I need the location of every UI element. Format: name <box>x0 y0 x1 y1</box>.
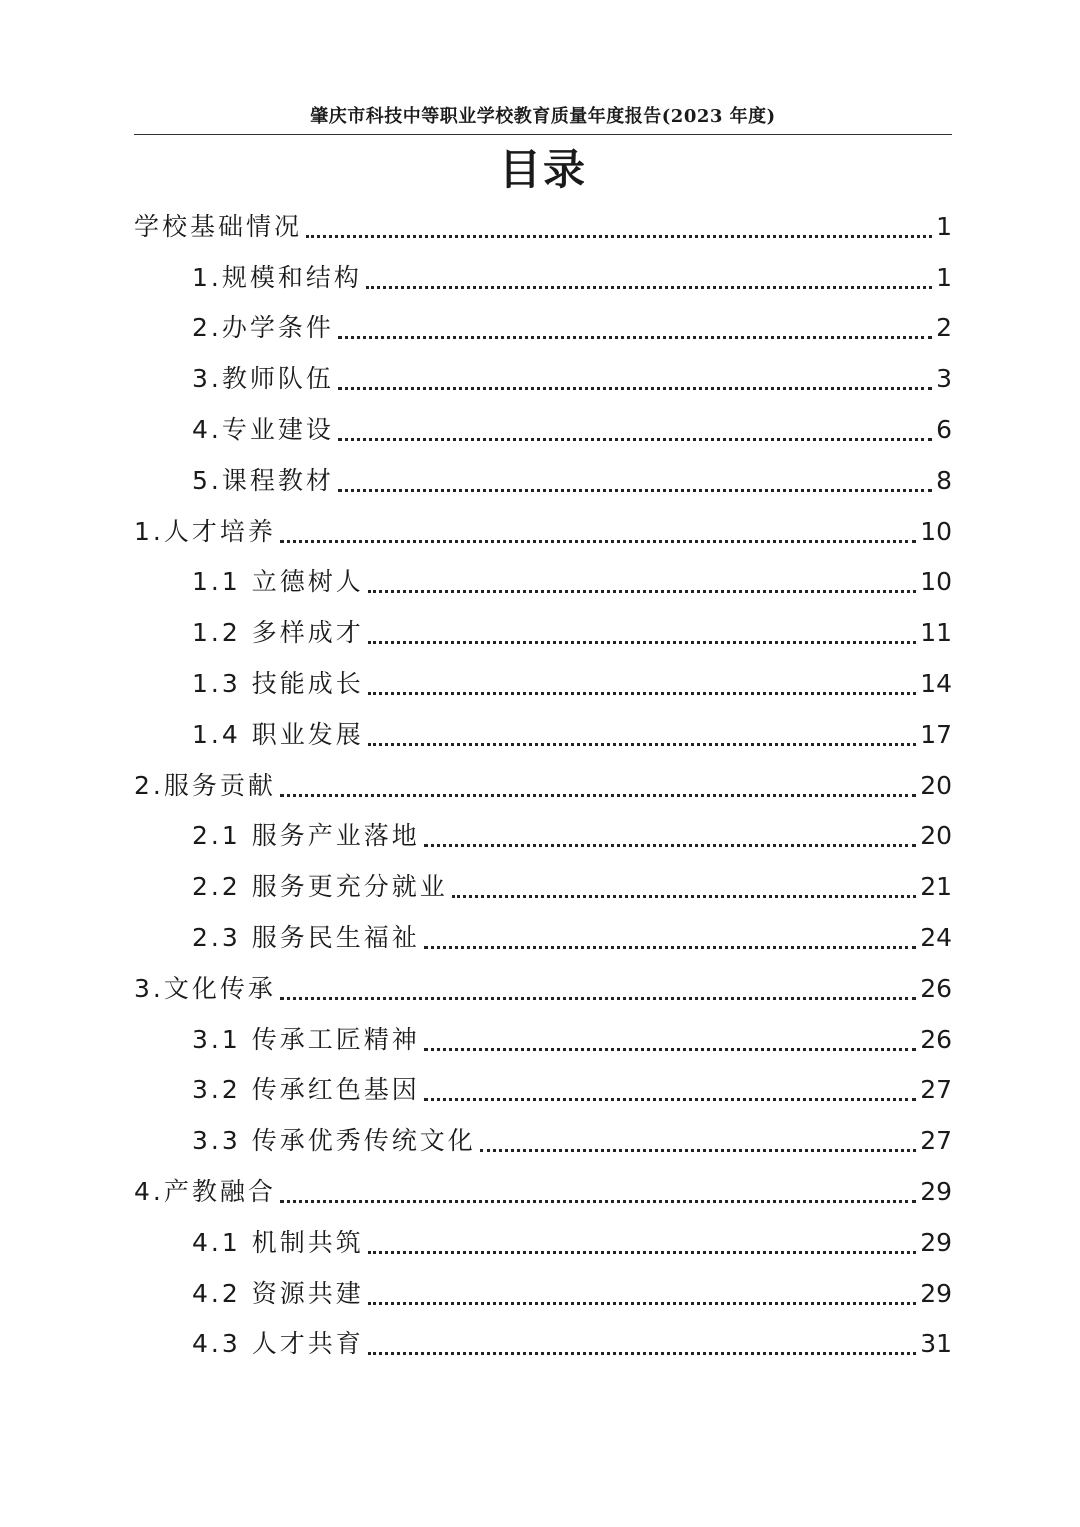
toc-dot-leader <box>368 1302 916 1305</box>
toc-entry-label: 1.人才培养 <box>134 516 276 546</box>
toc-dot-leader <box>338 387 932 390</box>
toc-entry-page: 29 <box>920 1176 952 1206</box>
toc-entry-label: 4.专业建设 <box>192 414 334 444</box>
toc-entry-page: 6 <box>936 414 952 444</box>
toc-entry-label: 3.2 传承红色基因 <box>192 1075 420 1105</box>
toc-dot-leader <box>424 946 916 949</box>
toc-entry-label: 3.1 传承工匠精神 <box>192 1024 420 1054</box>
toc-entry[interactable] <box>134 403 952 454</box>
page-title: 目录 <box>498 145 587 194</box>
toc-entry[interactable] <box>134 911 952 962</box>
toc-dot-leader <box>306 235 932 238</box>
toc-dot-leader <box>280 540 916 543</box>
toc-dot-leader <box>368 1352 916 1355</box>
toc-entry-label: 2.3 服务民生福祉 <box>192 922 420 952</box>
toc-entry[interactable] <box>134 1165 952 1216</box>
toc-dot-leader <box>368 743 916 746</box>
toc-entry-label: 学校基础情况 <box>134 211 303 241</box>
toc-entry-label: 1.1 立德树人 <box>192 567 364 597</box>
toc-dot-leader <box>368 1251 916 1254</box>
toc-dot-leader <box>368 590 916 593</box>
toc-entry-label: 1.4 职业发展 <box>192 719 364 749</box>
toc-entry-label: 1.2 多样成才 <box>192 618 364 648</box>
toc-entry-page: 14 <box>920 668 952 698</box>
toc-entry-label: 3.教师队伍 <box>192 364 334 394</box>
toc-dot-leader <box>368 692 916 695</box>
toc-dot-leader <box>338 489 932 492</box>
toc-dot-leader <box>366 286 932 289</box>
toc-entry[interactable] <box>134 1267 952 1318</box>
toc-dot-leader <box>338 438 932 441</box>
toc-entry-label: 5.课程教材 <box>192 465 334 495</box>
toc-entry[interactable] <box>134 708 952 759</box>
toc-entry-page: 26 <box>920 973 952 1003</box>
toc-dot-leader <box>368 641 916 644</box>
toc-entry[interactable] <box>134 302 952 353</box>
toc-entry[interactable] <box>134 810 952 861</box>
toc-entry-page: 10 <box>920 567 952 597</box>
toc-entry[interactable] <box>134 556 952 607</box>
toc-entry[interactable] <box>134 759 952 810</box>
toc-entry[interactable] <box>134 454 952 505</box>
toc-entry-page: 1 <box>936 262 952 292</box>
toc-entry[interactable] <box>134 860 952 911</box>
toc-entry[interactable] <box>134 657 952 708</box>
toc-entry-page: 17 <box>920 719 952 749</box>
toc-entry-page: 27 <box>920 1075 952 1105</box>
toc-dot-leader <box>424 844 916 847</box>
toc-entry-page: 2 <box>936 313 952 343</box>
page-header: 肇庆市科技中等职业学校教育质量年度报告(2023 年度) <box>310 106 776 127</box>
toc-entry-page: 29 <box>920 1227 952 1257</box>
toc-entry[interactable] <box>134 1318 952 1369</box>
toc-dot-leader <box>424 1048 916 1051</box>
toc-entry[interactable] <box>134 1064 952 1115</box>
toc-dot-leader <box>424 1098 916 1101</box>
toc-dot-leader <box>280 1200 916 1203</box>
toc-entry-label: 1.3 技能成长 <box>192 668 364 698</box>
toc-entry[interactable] <box>134 606 952 657</box>
toc-entry[interactable] <box>134 200 952 251</box>
toc-entry-page: 1 <box>936 211 952 241</box>
toc-entry-label: 4.2 资源共建 <box>192 1278 364 1308</box>
toc-entry-page: 10 <box>920 516 952 546</box>
toc-entry-label: 2.1 服务产业落地 <box>192 821 420 851</box>
toc-dot-leader <box>280 794 916 797</box>
toc-entry-page: 8 <box>936 465 952 495</box>
header-divider <box>134 134 952 135</box>
toc-dot-leader <box>480 1149 916 1152</box>
toc-entry[interactable] <box>134 505 952 556</box>
toc-entry-page: 11 <box>920 618 952 648</box>
toc-entry-label: 4.产教融合 <box>134 1176 276 1206</box>
toc-entry[interactable] <box>134 1216 952 1267</box>
toc-entry-page: 20 <box>920 821 952 851</box>
toc-dot-leader <box>452 895 916 898</box>
toc-entry-page: 31 <box>920 1329 952 1359</box>
toc-entry-label: 1.规模和结构 <box>192 262 362 292</box>
toc-entry-page: 29 <box>920 1278 952 1308</box>
toc-entry[interactable] <box>134 352 952 403</box>
toc-dot-leader <box>280 997 916 1000</box>
toc-entry-page: 20 <box>920 770 952 800</box>
toc-entry-label: 3.3 传承优秀传统文化 <box>192 1126 476 1156</box>
toc-entry-label: 3.文化传承 <box>134 973 276 1003</box>
toc-entry-page: 26 <box>920 1024 952 1054</box>
toc-entry[interactable] <box>134 1114 952 1165</box>
toc-entry-page: 24 <box>920 922 952 952</box>
toc-entry[interactable] <box>134 962 952 1013</box>
toc-entry-label: 4.1 机制共筑 <box>192 1227 364 1257</box>
toc-entry-page: 21 <box>920 872 952 902</box>
toc-entry-label: 2.2 服务更充分就业 <box>192 872 448 902</box>
toc-dot-leader <box>338 336 932 339</box>
toc-entry[interactable] <box>134 251 952 302</box>
toc-entry-label: 2.服务贡献 <box>134 770 276 800</box>
toc-entry-page: 27 <box>920 1126 952 1156</box>
table-of-contents <box>134 200 952 1368</box>
toc-entry-page: 3 <box>936 364 952 394</box>
toc-entry-label: 4.3 人才共育 <box>192 1329 364 1359</box>
toc-entry-label: 2.办学条件 <box>192 313 334 343</box>
toc-entry[interactable] <box>134 1013 952 1064</box>
